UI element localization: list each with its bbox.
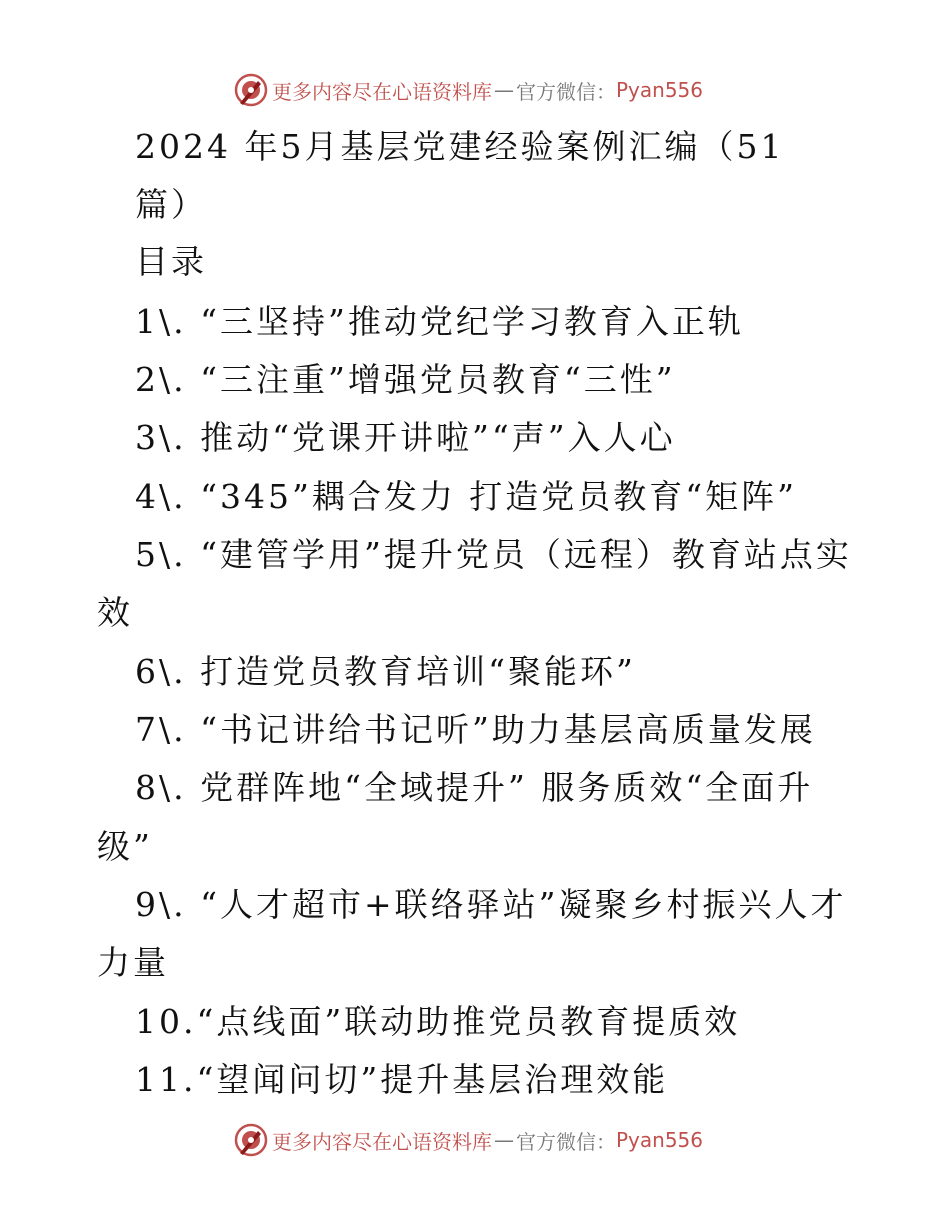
watermark-text: 更多内容尽在心语资料库 [272, 1129, 492, 1154]
toc-item: 5\. “建管学用”提升党员（远程）教育站点实 [135, 535, 852, 574]
watermark-banner-bottom [234, 1120, 703, 1160]
toc-item: 7\. “书记讲给书记听”助力基层高质量发展 [135, 710, 816, 749]
watermark-wechat-label: 官方微信： [516, 1129, 616, 1154]
watermark-dash: — [494, 78, 514, 102]
toc-item-continuation: 级” [97, 827, 153, 866]
toc-item: 6\. 打造党员教育培训“聚能环” [135, 652, 636, 691]
pen-logo-icon [234, 1123, 268, 1157]
watermark-banner-top [234, 70, 703, 110]
pen-logo-icon [234, 73, 268, 107]
toc-item-continuation: 力量 [97, 943, 169, 982]
watermark-text: 更多内容尽在心语资料库 [272, 79, 492, 104]
doc-title-line-1: 2024 年5月基层党建经验案例汇编（51 [135, 127, 785, 166]
watermark-wechat-label: 官方微信： [516, 79, 616, 104]
toc-item-continuation: 效 [97, 593, 133, 632]
doc-title-line-2: 篇） [135, 185, 207, 224]
watermark-wechat-id: Pyan556 [616, 78, 704, 102]
toc-item: 1\. “三坚持”推动党纪学习教育入正轨 [135, 302, 744, 341]
toc-item: 3\. 推动“党课开讲啦”“声”入人心 [135, 418, 676, 457]
watermark-dash: — [494, 1128, 514, 1152]
watermark-wechat-id: Pyan556 [616, 1128, 704, 1152]
toc-item: 4\. “345”耦合发力 打造党员教育“矩阵” [135, 477, 798, 516]
toc-item: 8\. 党群阵地“全域提升” 服务质效“全面升 [135, 768, 814, 807]
toc-item: 9\. “人才超市+联络驿站”凝聚乡村振兴人才 [135, 885, 847, 924]
toc-item: 10.“点线面”联动助推党员教育提质效 [135, 1002, 741, 1041]
toc-heading: 目录 [135, 242, 207, 281]
toc-item: 11.“望闻问切”提升基层治理效能 [135, 1060, 669, 1099]
toc-item: 2\. “三注重”增强党员教育“三性” [135, 360, 676, 399]
